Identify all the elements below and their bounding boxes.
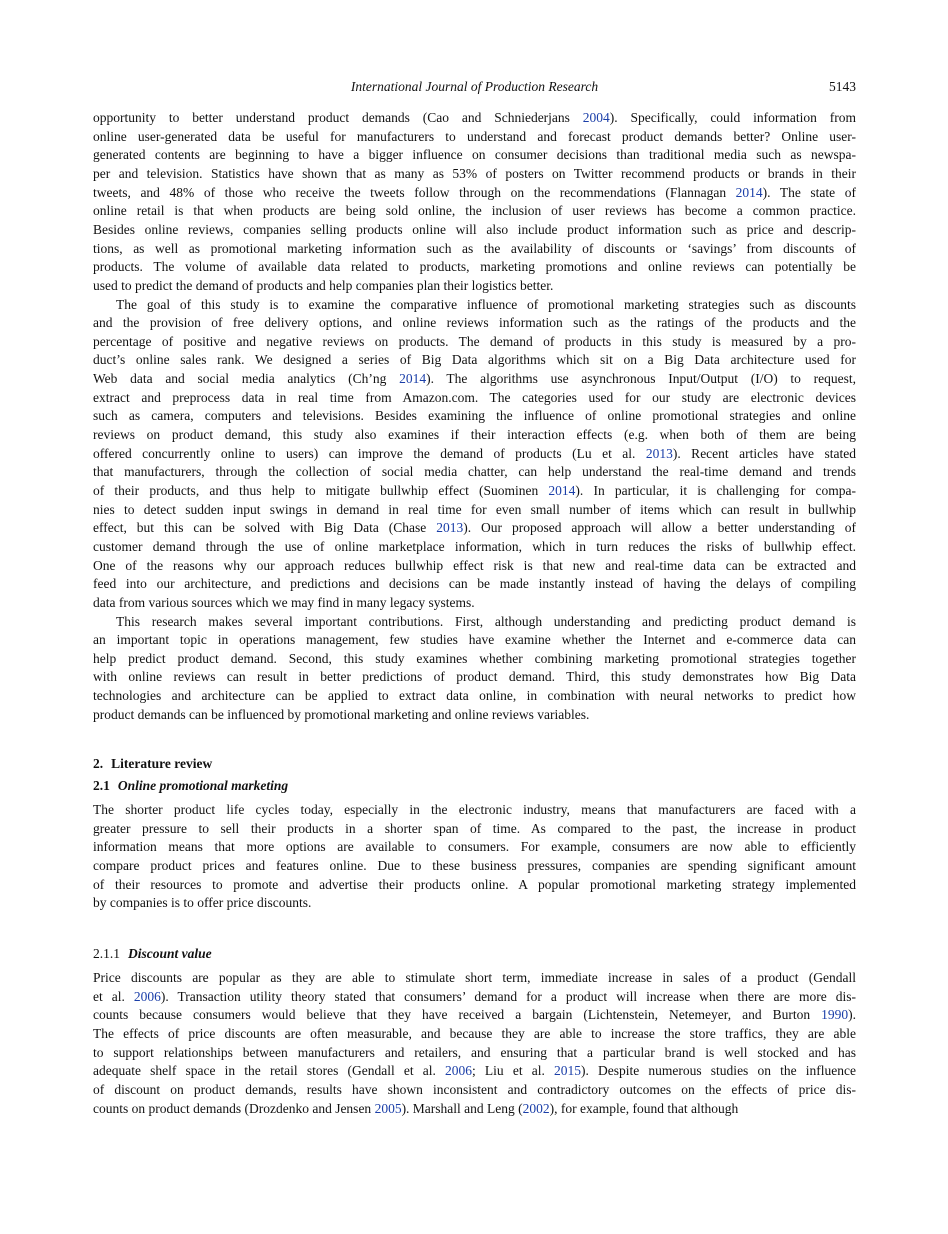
- text-line: [93, 370, 856, 389]
- text-segment: duct’s online sales rank. We designed a series of Big Data algorithms which sit on a Big Data architecture used for: [93, 352, 856, 368]
- subsubsection-heading-discount-value: [93, 946, 212, 962]
- text-line: [93, 538, 856, 557]
- text-segment: tions, as well as promotional marketing information such as the availability of discounts or ‘savings’ from discounts of: [93, 240, 856, 256]
- text-segment: ). Recent articles have stated: [672, 445, 856, 461]
- text-segment: effect, but this can be solved with Big Data (Chase: [93, 520, 437, 536]
- text-line: [93, 631, 856, 650]
- text-line: [93, 221, 856, 240]
- text-line: [93, 613, 856, 632]
- citation-year-link[interactable]: 2014: [548, 483, 576, 499]
- paragraph-contributions: [93, 613, 856, 725]
- text-line: [93, 1006, 856, 1025]
- text-segment: compare product prices and features online. Due to these business pressures, companies are spending significant amount: [93, 857, 856, 873]
- text-segment: Price discounts are popular as they are able to stimulate short term, immediate increase in sales of a product (Gendall: [93, 970, 856, 985]
- section-heading-literature-review: [93, 756, 212, 772]
- text-segment: of discount on product demands, results have shown inconsistent and contradictory outcomes on the effects of price dis-: [93, 1081, 856, 1097]
- citation-year-link[interactable]: 1990: [821, 1007, 849, 1023]
- page-number: 5143: [829, 79, 856, 94]
- citation-year-link[interactable]: 2004: [582, 110, 610, 125]
- subsection-heading-online-promotional-marketing: [93, 778, 288, 794]
- text-segment: ). In particular, it is challenging for compa-: [575, 483, 856, 499]
- citation-year-link[interactable]: 2002: [522, 1100, 550, 1116]
- text-line: [93, 1062, 856, 1081]
- text-segment: that manufacturers, through the collection of social media chatter, can help understand the real-time demand and trends: [93, 464, 856, 480]
- journal-title: International Journal of Production Research: [350, 79, 599, 94]
- citation-year-link[interactable]: 2006: [445, 1063, 473, 1079]
- text-line: [93, 202, 856, 221]
- text-segment: offered concurrently online to users) can improve the demand of products (Lu et al.: [93, 445, 646, 461]
- text-line: [93, 1100, 856, 1119]
- text-segment: reviews on product demand, this study also examines if their interaction effects (e.g. when both of them are being: [93, 427, 856, 443]
- text-line: [93, 333, 856, 352]
- text-segment: ). The algorithms use asynchronous Input/Output (I/O) to request,: [426, 371, 856, 387]
- text-line: [93, 407, 856, 426]
- text-line: [93, 1081, 856, 1100]
- text-line: [93, 969, 856, 988]
- text-line: [93, 838, 856, 857]
- text-segment: ). The state of: [762, 184, 856, 200]
- text-segment: ), for example, found that although: [549, 1100, 739, 1116]
- text-line: [93, 258, 856, 277]
- text-segment: data from various sources which we may find in many legacy systems.: [93, 595, 475, 610]
- text-line: [93, 706, 856, 725]
- text-line: [93, 240, 856, 259]
- text-segment: with online reviews can result in better predictions of product demand. Third, this study demonstrates how Big Data: [93, 669, 856, 685]
- subsection-title: Online promotional marketing: [117, 778, 289, 793]
- text-segment: ). Despite numerous studies on the influence: [581, 1063, 856, 1079]
- citation-year-link[interactable]: 2014: [399, 371, 427, 387]
- citation-year-link[interactable]: 2006: [133, 988, 161, 1004]
- text-line: [93, 426, 856, 445]
- text-line: [93, 146, 856, 165]
- text-segment: The effects of price discounts are often measurable, and because they are able to increase the store traffics, they are able: [93, 1025, 856, 1041]
- text-line: [93, 801, 856, 820]
- text-segment: ). Our proposed approach will allow a better understanding of: [463, 520, 856, 536]
- text-segment: ). Transaction utility theory stated that consumers’ demand for a product will increase when there are more dis-: [160, 988, 856, 1004]
- text-segment: products. The volume of available data related to products, marketing promotions and online reviews can potentially be: [93, 259, 856, 275]
- text-line: [93, 1025, 856, 1044]
- text-segment: an important topic in operations management, few studies have examine whether the Internet and e-commerce data can: [93, 632, 856, 648]
- section-title: Literature review: [111, 756, 213, 771]
- citation-year-link[interactable]: 2014: [735, 184, 763, 200]
- text-line: [93, 820, 856, 839]
- text-line: [93, 184, 856, 203]
- text-segment: such as camera, computers and televisions. Besides examining the influence of online promotional strategies and online: [93, 408, 856, 424]
- text-line: [93, 296, 856, 315]
- text-segment: online retail is that when products are being sold online, the inclusion of user reviews has become a common practice.: [93, 203, 856, 219]
- text-segment: extract and preprocess data in real time from Amazon.com. The categories used for our study are electronic devices: [93, 389, 856, 405]
- text-segment: ; Liu et al.: [472, 1063, 554, 1079]
- text-segment: ).: [848, 1007, 856, 1023]
- text-segment: et al.: [93, 988, 134, 1004]
- text-line: [93, 650, 856, 669]
- paragraph-intro-1: [93, 109, 856, 296]
- text-segment: One of the reasons why our approach reduces bullwhip effect risk is that new and real-time data can be extracted and: [93, 557, 856, 573]
- section-number: 2.: [93, 756, 104, 771]
- text-line: [93, 314, 856, 333]
- subsubsection-number: 2.1.1: [93, 946, 120, 961]
- text-segment: counts because consumers would believe that they have received a bargain (Lichtenstein, Netemeyer, and Burton: [93, 1007, 822, 1023]
- text-segment: to support relationships between manufacturers and retailers, and ensuring that a particular brand is well stocked and has: [93, 1044, 856, 1060]
- text-segment: feed into our architecture, and predictions and decisions can be made instantly instead of having the delays of compiling: [93, 576, 856, 592]
- text-line: [93, 894, 856, 913]
- text-segment: generated contents are beginning to have a bigger influence on consumer decisions than traditional media such as newspa-: [93, 147, 856, 163]
- text-segment: by companies is to offer price discounts.: [93, 895, 312, 911]
- text-segment: help predict product demand. Second, this study examines whether combining marketing promotional strategies together: [93, 650, 856, 666]
- text-line: [93, 277, 856, 296]
- text-line: [93, 876, 856, 895]
- subsubsection-title: Discount value: [128, 946, 212, 961]
- text-segment: information means that more options are available to consumers. For example, consumers are now able to efficiently: [93, 839, 856, 855]
- paragraph-discount-value: [93, 969, 856, 1118]
- running-header: [93, 79, 856, 97]
- text-segment: per and television. Statistics have shown that as many as 53% of posters on Twitter recommend products or brands in their: [93, 165, 856, 181]
- subsection-number: 2.1: [93, 778, 110, 793]
- paragraph-intro-2: [93, 296, 856, 613]
- text-line: [93, 857, 856, 876]
- text-segment: used to predict the demand of products and help companies plan their logistics better.: [93, 277, 554, 293]
- text-segment: counts on product demands (Drozdenko and Jensen: [93, 1100, 375, 1116]
- citation-year-link[interactable]: 2015: [554, 1063, 581, 1079]
- text-line: [93, 389, 856, 408]
- text-segment: percentage of positive and negative reviews on products. The demand of products in this study is measured by a pro-: [93, 333, 856, 349]
- text-line: [93, 557, 856, 576]
- text-segment: opportunity to better understand product demands (Cao and Schniederjans: [93, 110, 583, 125]
- text-line: [93, 594, 856, 613]
- text-line: [93, 128, 856, 147]
- text-segment: adequate shelf space in the retail stores (Gendall et al.: [93, 1063, 446, 1079]
- text-line: [93, 575, 856, 594]
- text-line: [93, 482, 856, 501]
- text-line: [93, 501, 856, 520]
- text-segment: Besides online reviews, companies selling products online will also include product information such as price and descrip-: [93, 221, 856, 237]
- text-line: [93, 668, 856, 687]
- paragraph-online-promotional-marketing: [93, 801, 856, 913]
- text-segment: of their products, and thus help to mitigate bullwhip effect (Suominen: [93, 483, 549, 499]
- text-line: [93, 519, 856, 538]
- text-segment: tweets, and 48% of those who receive the tweets follow through on the recommendations (Flannagan: [93, 184, 736, 200]
- citation-year-link[interactable]: 2005: [374, 1100, 402, 1116]
- text-line: [93, 109, 856, 128]
- text-line: [93, 445, 856, 464]
- text-segment: online user-generated data be useful for manufacturers to understand and forecast product demands better? Online user-: [93, 128, 856, 144]
- text-segment: nies to detect sudden input swings in demand in real time for even small number of items which can result in bullwhip: [93, 501, 856, 517]
- text-line: [93, 351, 856, 370]
- text-segment: customer demand through the use of online marketplace information, which in turn reduces the risks of bullwhip effect.: [93, 539, 856, 555]
- text-segment: and the provision of free delivery options, and online reviews information such as the ratings of the products and the: [93, 315, 856, 331]
- text-line: [93, 463, 856, 482]
- text-segment: ). Specifically, could information from: [609, 110, 856, 125]
- text-segment: technologies and architecture can be applied to extract data online, in combination with neural networks to predict how: [93, 688, 856, 704]
- text-segment: product demands can be influenced by promotional marketing and online reviews variables.: [93, 706, 590, 722]
- text-line: [93, 165, 856, 184]
- text-segment: This research makes several important contributions. First, although understanding and predicting product demand is: [116, 613, 856, 629]
- citation-year-link[interactable]: 2013: [645, 445, 673, 461]
- text-line: [93, 988, 856, 1007]
- citation-year-link[interactable]: 2013: [436, 520, 464, 536]
- text-line: [93, 1044, 856, 1063]
- text-segment: Web data and social media analytics (Ch’ng: [93, 371, 400, 387]
- text-segment: greater pressure to sell their products in a shorter span of time. As compared to the past, the increase in product: [93, 820, 856, 836]
- text-segment: of their resources to promote and advertise their products online. A popular promotional marketing strategy implemented: [93, 876, 856, 892]
- text-segment: The shorter product life cycles today, especially in the electronic industry, means that manufacturers are faced with a: [93, 802, 856, 817]
- text-line: [93, 687, 856, 706]
- text-segment: ). Marshall and Leng (: [401, 1100, 523, 1116]
- text-segment: The goal of this study is to examine the comparative influence of promotional marketing strategies such as discounts: [116, 296, 856, 312]
